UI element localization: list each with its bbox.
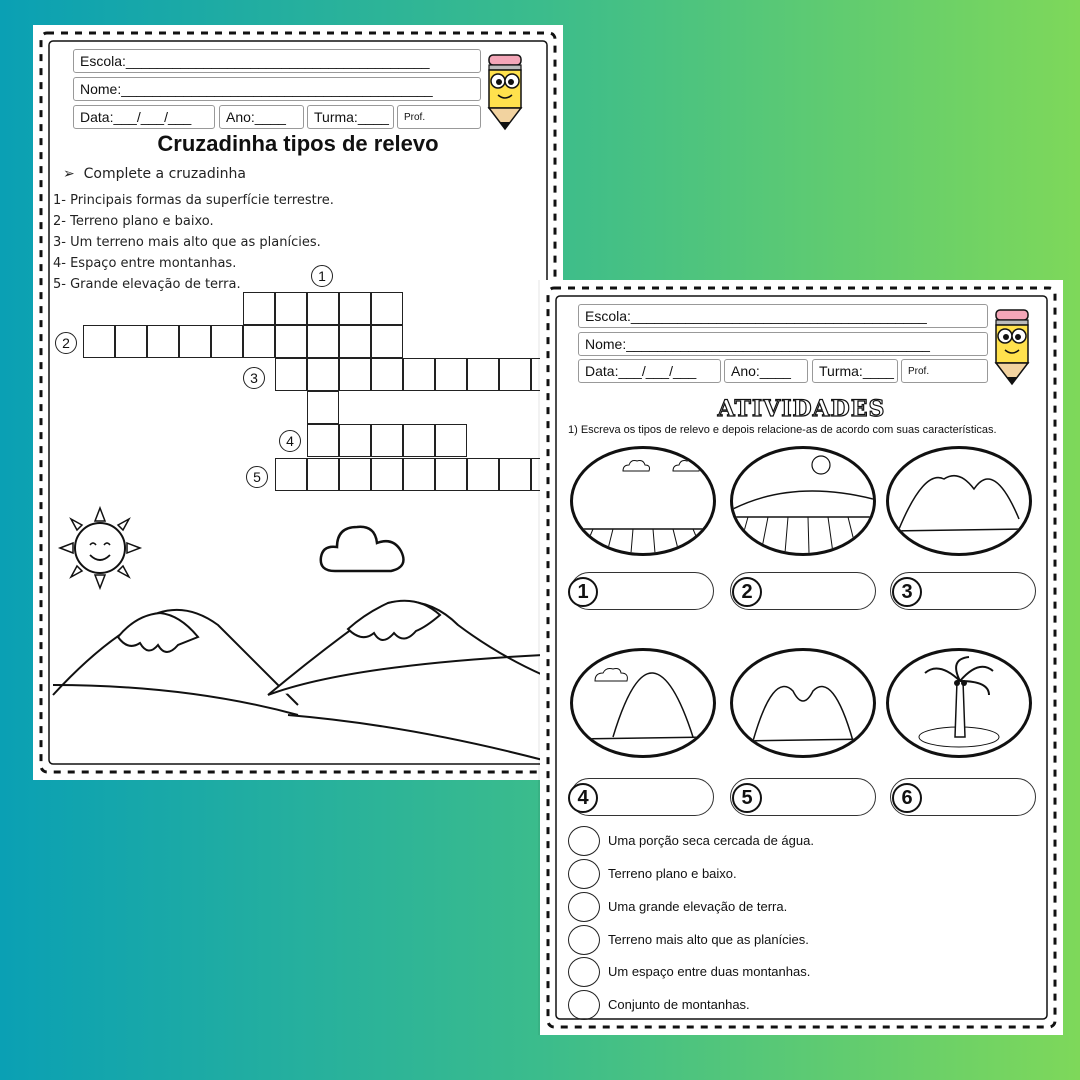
crossword-cell[interactable]: [435, 458, 467, 491]
crossword-cell[interactable]: [275, 325, 307, 358]
option-circle-6[interactable]: [568, 990, 600, 1020]
crossword-number-1: 1: [311, 265, 333, 287]
crossword-cell[interactable]: [83, 325, 115, 358]
crossword-worksheet: [33, 25, 563, 780]
picture-number-5: 5: [732, 783, 762, 813]
crossword-cell[interactable]: [307, 391, 339, 424]
option-text-1: Uma porção seca cercada de água.: [608, 833, 814, 848]
crossword-cell[interactable]: [307, 358, 339, 391]
crossword-cell[interactable]: [499, 358, 531, 391]
crossword-cell[interactable]: [467, 358, 499, 391]
clue-1: 1- Principais formas da superfície terrestre.: [53, 193, 334, 208]
crossword-cell[interactable]: [115, 325, 147, 358]
option-circle-4[interactable]: [568, 925, 600, 955]
picture-number-3: 3: [892, 577, 922, 607]
clue-3: 3- Um terreno mais alto que as planícies.: [53, 235, 321, 250]
crossword-cell[interactable]: [339, 424, 371, 457]
crossword-cell[interactable]: [339, 325, 371, 358]
option-text-5: Um espaço entre duas montanhas.: [608, 964, 811, 979]
crossword-cell[interactable]: [371, 325, 403, 358]
plateau-picture: [730, 446, 876, 556]
sun-icon: [57, 505, 143, 591]
option-circle-3[interactable]: [568, 892, 600, 922]
name-field[interactable]: Nome:________________________________________: [73, 77, 481, 101]
clue-5: 5- Grande elevação de terra.: [53, 277, 241, 292]
instruction: 1) Escreva os tipos de relevo e depois relacione-as de acordo com suas características.: [568, 424, 997, 436]
crossword-cell[interactable]: [243, 325, 275, 358]
crossword-cell[interactable]: [499, 458, 531, 491]
crossword-cell[interactable]: [307, 292, 339, 325]
clue-2: 2- Terreno plano e baixo.: [53, 214, 214, 229]
cloud-icon: [317, 519, 409, 583]
picture-number-6: 6: [892, 783, 922, 813]
crossword-cell[interactable]: [339, 458, 371, 491]
page-title: ATIVIDADES: [717, 396, 886, 422]
option-text-2: Terreno plano e baixo.: [608, 866, 737, 881]
crossword-cell[interactable]: [371, 358, 403, 391]
hill-picture: [570, 648, 716, 758]
instruction: [63, 166, 246, 182]
crossword-number-2: 2: [55, 332, 77, 354]
crossword-cell[interactable]: [435, 358, 467, 391]
crossword-cell[interactable]: [275, 458, 307, 491]
school-field[interactable]: Escola:______________________________________: [578, 304, 988, 328]
crossword-cell[interactable]: [275, 358, 307, 391]
date-field[interactable]: Data:___/___/___: [73, 105, 215, 129]
crossword-cell[interactable]: [147, 325, 179, 358]
crossword-cell[interactable]: [179, 325, 211, 358]
valley-picture: [730, 648, 876, 758]
clue-4: 4- Espaço entre montanhas.: [53, 256, 237, 271]
crossword-cell[interactable]: [275, 292, 307, 325]
arrow-bullet-icon: ➢: [63, 166, 84, 182]
pencil-mascot-icon: [483, 53, 527, 131]
crossword-number-5: 5: [246, 466, 268, 488]
page-title: Cruzadinha tipos de relevo: [157, 131, 439, 156]
option-text-3: Uma grande elevação de terra.: [608, 899, 788, 914]
class-field[interactable]: Turma:____: [307, 105, 394, 129]
activities-worksheet: [540, 280, 1063, 1035]
option-circle-1[interactable]: [568, 826, 600, 856]
name-field[interactable]: Nome:_______________________________________: [578, 332, 988, 356]
teacher-field[interactable]: Prof.: [901, 359, 988, 383]
crossword-cell[interactable]: [371, 424, 403, 457]
plain-picture: [570, 446, 716, 556]
option-circle-5[interactable]: [568, 957, 600, 987]
mountain-range-picture: [886, 446, 1032, 556]
picture-number-1: 1: [568, 577, 598, 607]
crossword-cell[interactable]: [307, 325, 339, 358]
picture-number-2: 2: [732, 577, 762, 607]
option-text-6: Conjunto de montanhas.: [608, 997, 750, 1012]
year-field[interactable]: Ano:____: [724, 359, 808, 383]
crossword-number-3: 3: [243, 367, 265, 389]
pencil-mascot-icon: [990, 308, 1034, 386]
crossword-cell[interactable]: [339, 358, 371, 391]
instruction-text: Complete a cruzadinha: [83, 166, 246, 182]
crossword-cell[interactable]: [211, 325, 243, 358]
crossword-cell[interactable]: [243, 292, 275, 325]
crossword-cell[interactable]: [371, 292, 403, 325]
picture-number-4: 4: [568, 783, 598, 813]
class-field[interactable]: Turma:____: [812, 359, 898, 383]
option-circle-2[interactable]: [568, 859, 600, 889]
school-field[interactable]: Escola:_______________________________________: [73, 49, 481, 73]
crossword-cell[interactable]: [403, 458, 435, 491]
crossword-cell[interactable]: [403, 424, 435, 457]
year-field[interactable]: Ano:____: [219, 105, 304, 129]
crossword-cell[interactable]: [307, 424, 339, 457]
crossword-cell[interactable]: [435, 424, 467, 457]
crossword-cell[interactable]: [371, 458, 403, 491]
mountains-illustration: [48, 585, 553, 765]
option-text-4: Terreno mais alto que as planícies.: [608, 932, 809, 947]
island-picture: [886, 648, 1032, 758]
crossword-number-4: 4: [279, 430, 301, 452]
crossword-cell[interactable]: [467, 458, 499, 491]
crossword-cell[interactable]: [307, 458, 339, 491]
crossword-cell[interactable]: [403, 358, 435, 391]
date-field[interactable]: Data:___/___/___: [578, 359, 721, 383]
crossword-cell[interactable]: [339, 292, 371, 325]
teacher-field[interactable]: Prof.: [397, 105, 481, 129]
